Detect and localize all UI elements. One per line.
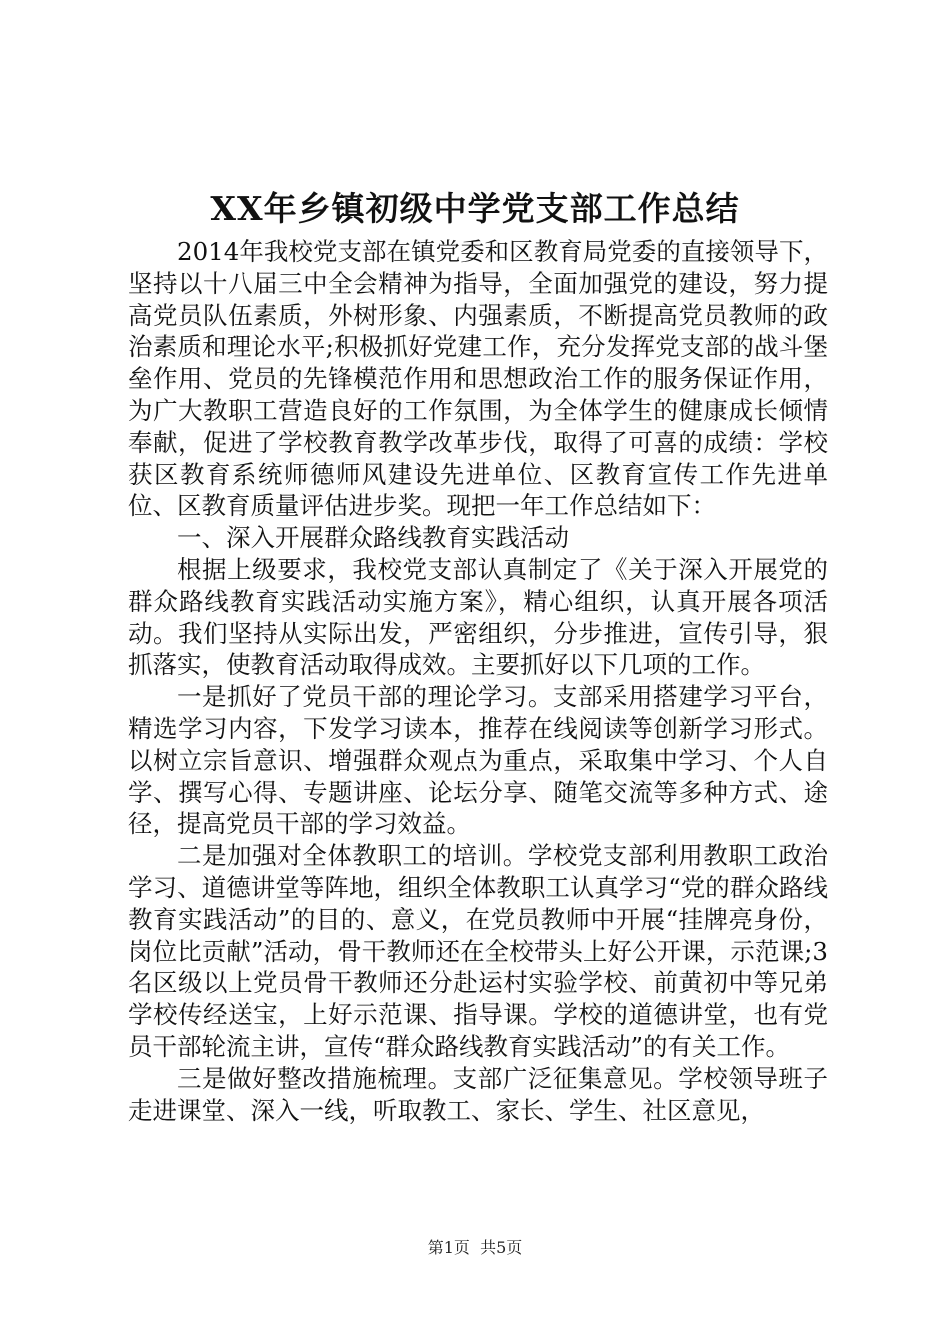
paragraph-item-2: 二是加强对全体教职工的培训。学校党支部利用教职工政治学习、道德讲堂等阵地，组织全体教职工认真学习“党的群众路线教育实践活动”的目的、意义，在党员教师中开展“挂牌亮身份，岗位比贡献”活动，骨干教师还在全校带头上好公开课，示范课;3名区级以上党员骨干教师还分赴运村实验学校、前黄初中等兄弟学校传经送宝，上好示范课、指导课。学校的道德讲堂，也有党员干部轮流主讲，宣传“群众路线教育实践活动”的有关工作。 xyxy=(128,841,828,1061)
page-number-current: 第1页 xyxy=(427,1238,470,1257)
footer-spacer xyxy=(470,1238,480,1257)
document-body xyxy=(128,236,828,1126)
page-footer xyxy=(0,1236,950,1260)
document-title: XX年乡镇初级中学党支部工作总结 xyxy=(210,189,740,228)
paragraph-intro: 2014年我校党支部在镇党委和区教育局党委的直接领导下，坚持以十八届三中全会精神为指导，全面加强党的建设，努力提高党员队伍素质，外树形象、内强素质，不断提高党员教师的政治素质和理论水平;积极抓好党建工作，充分发挥党支部的战斗堡垒作用、党员的先锋模范作用和思想政治工作的服务保证作用，为广大教职工营造良好的工作氛围，为全体学生的健康成长倾情奉献，促进了学校教育教学改革步伐，取得了可喜的成绩：学校获区教育系统师德师风建设先进单位、区教育宣传工作先进单位、区教育质量评估进步奖。现把一年工作总结如下： xyxy=(128,237,828,521)
page-number-total: 共5页 xyxy=(480,1238,523,1257)
paragraph-item-1: 一是抓好了党员干部的理论学习。支部采用搭建学习平台，精选学习内容，下发学习读本，推荐在线阅读等创新学习形式。以树立宗旨意识、增强群众观点为重点，采取集中学习、个人自学、撰写心得、专题讲座、论坛分享、随笔交流等多种方式、途径，提高党员干部的学习效益。 xyxy=(128,682,828,839)
paragraph-item-3: 三是做好整改措施梳理。支部广泛征集意见。学校领导班子走进课堂、深入一线，听取教工、家长、学生、社区意见， xyxy=(128,1063,828,1125)
section-heading-1: 一、深入开展群众路线教育实践活动 xyxy=(177,523,569,553)
paragraph-section-1: 根据上级要求，我校党支部认真制定了《关于深入开展党的群众路线教育实践活动实施方案》，精心组织，认真开展各项活动。我们坚持从实际出发，严密组织，分步推进，宣传引导，狠抓落实，使教育活动取得成效。主要抓好以下几项的工作。 xyxy=(128,554,828,680)
